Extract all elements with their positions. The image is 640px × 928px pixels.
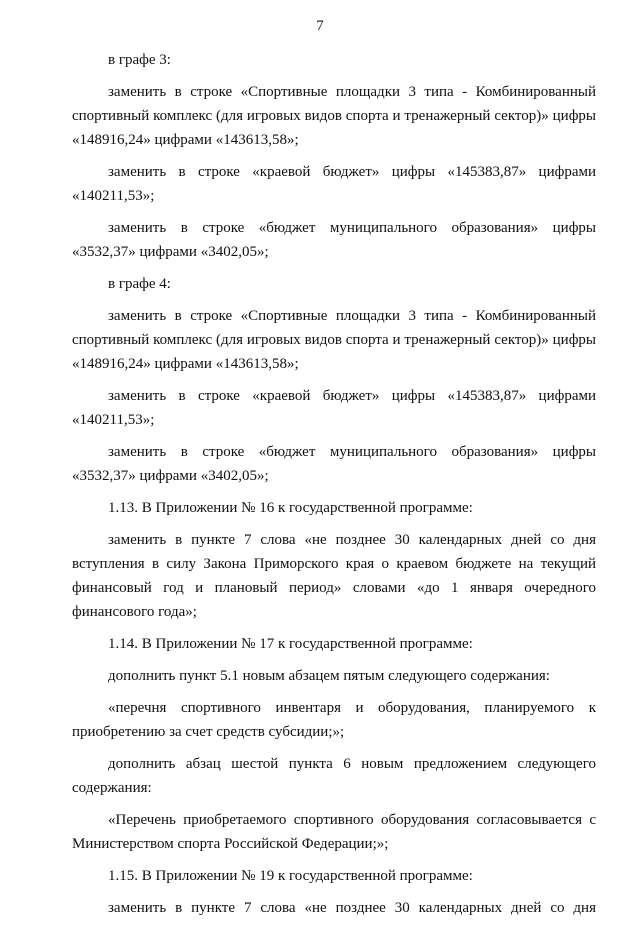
paragraph: «перечня спортивного инвентаря и оборудования, планируемого к приобретению за счет средств субсидии;»; [72, 700, 596, 740]
paragraph: заменить в пункте 7 слова «не позднее 30 календарных дней со дня вступления в силу Закона Приморского края о краевом бюджете на текущий финансовый год и плановый период» словами «до 1 января очередного финансового года»; [72, 532, 596, 620]
paragraph: заменить в строке «Спортивные площадки 3 типа - Комбинированный спортивный комплекс (для игровых видов спорта и тренажерный сектор)» цифры «148916,24» цифрами «143613,58»; [72, 84, 596, 148]
paragraph: «Перечень приобретаемого спортивного оборудования согласовывается с Министерством спорта Российской Федерации;»; [72, 812, 596, 852]
paragraph: 1.14. В Приложении № 17 к государственной программе: [108, 636, 473, 652]
paragraph: 1.13. В Приложении № 16 к государственной программе: [108, 500, 473, 516]
paragraph: заменить в строке «Спортивные площадки 3 типа - Комбинированный спортивный комплекс (для игровых видов спорта и тренажерный сектор)» цифры «148916,24» цифрами «143613,58»; [72, 308, 596, 372]
paragraph: в графе 3: [108, 52, 171, 68]
paragraph: дополнить пункт 5.1 новым абзацем пятым следующего содержания: [108, 668, 550, 684]
page-number: 7 [316, 18, 324, 34]
paragraph: в графе 4: [108, 276, 171, 292]
paragraph: заменить в пункте 7 слова «не позднее 30 календарных дней со дня [108, 900, 596, 916]
paragraph: заменить в строке «краевой бюджет» цифры «145383,87» цифрами «140211,53»; [72, 388, 596, 428]
paragraph: заменить в строке «бюджет муниципального образования» цифры «3532,37» цифрами «3402,05»; [72, 220, 596, 260]
document-body [72, 48, 596, 928]
paragraph: 1.15. В Приложении № 19 к государственной программе: [108, 868, 473, 884]
paragraph: дополнить абзац шестой пункта 6 новым предложением следующего содержания: [72, 756, 596, 796]
paragraph: заменить в строке «краевой бюджет» цифры «145383,87» цифрами «140211,53»; [72, 164, 596, 204]
paragraph: заменить в строке «бюджет муниципального образования» цифры «3532,37» цифрами «3402,05»; [72, 444, 596, 484]
